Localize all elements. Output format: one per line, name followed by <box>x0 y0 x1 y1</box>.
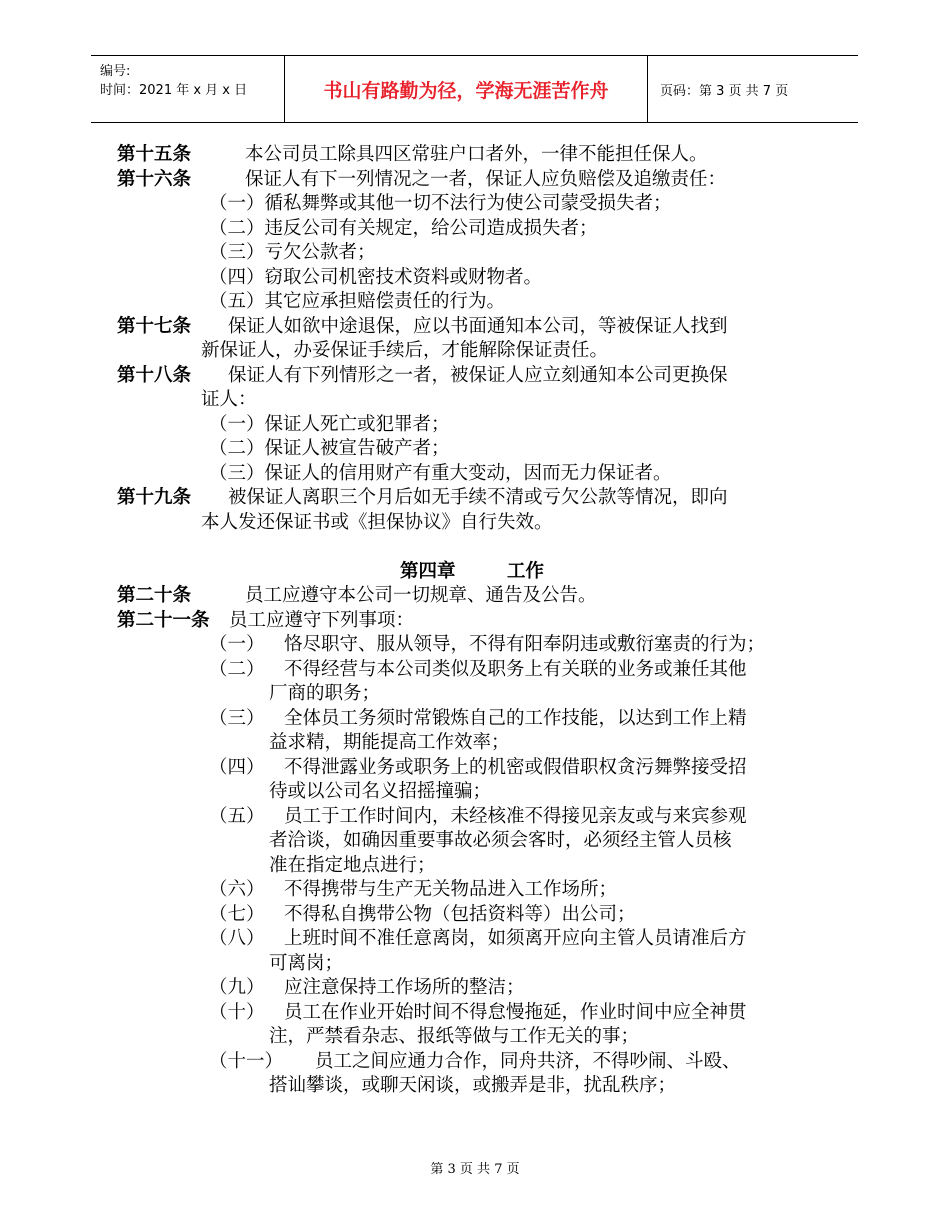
list-item-number: （十一） <box>209 1050 284 1072</box>
article-text: 保证人有下一列情况之一者，保证人应负赔偿及追缴责任： <box>245 168 727 190</box>
header-page-info: 页码：第 3 页 共 7 页 <box>660 83 789 99</box>
list-item-text: 可离岗； <box>269 952 344 974</box>
article-continuation: 本人发还保证书或《担保协议》自行失效。 <box>201 511 553 533</box>
list-item: （三）保证人的信用财产有重大变动，因而无力保证者。 <box>209 462 672 484</box>
article-label: 第二十一条 <box>117 609 210 631</box>
list-item <box>117 903 837 928</box>
list-item <box>117 1025 837 1050</box>
list-item-text: 准在指定地点进行； <box>269 854 436 876</box>
list-item <box>117 952 837 977</box>
list-item <box>117 731 837 756</box>
list-item <box>117 682 837 707</box>
article-21 <box>117 609 837 634</box>
list-item <box>117 878 837 903</box>
list-item <box>117 780 837 805</box>
document-body <box>117 143 837 1099</box>
list-item <box>117 633 837 658</box>
article-text: 员工应遵守本公司一切规章、通告及公告。 <box>245 585 597 606</box>
list-item-text: 不得携带与生产无关物品进入工作场所； <box>284 879 618 900</box>
article-label: 第十五条 <box>117 144 192 165</box>
list-item-number: （二） <box>209 658 265 680</box>
list-item-text: 不得经营与本公司类似及职务上有关联的业务或兼任其他 <box>284 658 747 680</box>
list-item-text: 注，严禁看杂志、报纸等做与工作无关的事； <box>269 1026 640 1047</box>
list-item: （五）其它应承担赔偿责任的行为。 <box>209 291 506 312</box>
article-19 <box>117 486 837 511</box>
list-item-number: （七） <box>209 903 265 925</box>
list-item-text: 待或以公司名义招摇撞骗； <box>269 781 492 802</box>
list-item <box>117 1001 837 1026</box>
list-item-text: 员工在作业开始时间不得怠慢拖延，作业时间中应全神贯 <box>284 1001 747 1023</box>
article-20 <box>117 584 837 609</box>
article-text: 保证人有下列情形之一者，被保证人应立刻通知本公司更换保 <box>228 364 728 386</box>
list-item <box>117 805 837 830</box>
list-item-text: 恪尽职守、服从领导，不得有阳奉阴违或敷衍塞责的行为； <box>284 634 766 655</box>
list-item-text: 全体员工务须时常锻炼自己的工作技能，以达到工作上精 <box>284 707 747 729</box>
list-item: （一）保证人死亡或犯罪者； <box>209 413 450 435</box>
list-item-text: 员工之间应通力合作，同舟共济，不得吵闹、斗殴、 <box>315 1050 741 1072</box>
list-item <box>117 976 837 1001</box>
page-header <box>91 55 858 123</box>
list-item <box>117 1050 837 1075</box>
list-item: （一）循私舞弊或其他一切不法行为使公司蒙受损失者； <box>209 193 672 214</box>
list-item-text: 不得泄露业务或职务上的机密或假借职权贪污舞弊接受招 <box>284 756 747 778</box>
list-item-number: （五） <box>209 805 265 827</box>
list-item-text: 不得私自携带公物（包括资料等）出公司； <box>284 903 636 925</box>
chapter-number: 第四章 <box>400 560 456 582</box>
chapter-heading <box>117 560 837 585</box>
header-motto: 书山有路勤为径，学海无涯苦作舟 <box>284 56 648 122</box>
list-item-text: 上班时间不准任意离岗，如须离开应向主管人员请准后方 <box>284 928 747 949</box>
list-item-text: 搭讪攀谈，或聊天闲谈，或搬弄是非，扰乱秩序； <box>269 1075 677 1096</box>
list-item <box>117 829 837 854</box>
article-21-items <box>117 633 837 1099</box>
list-item <box>117 658 837 683</box>
article-text: 保证人如欲中途退保，应以书面通知本公司，等被保证人找到 <box>228 315 728 337</box>
article-label: 第十六条 <box>117 168 192 190</box>
header-meta <box>91 56 284 122</box>
list-item-number: （六） <box>209 879 265 900</box>
article-label: 第二十条 <box>117 585 192 606</box>
list-item-number: （九） <box>209 977 265 998</box>
article-label: 第十七条 <box>117 315 192 337</box>
article-label: 第十八条 <box>117 364 192 386</box>
list-item-number: （四） <box>209 756 265 778</box>
list-item-number: （八） <box>209 928 265 949</box>
page-footer: 第 3 页 共 7 页 <box>430 1162 520 1177</box>
article-18 <box>117 364 837 389</box>
list-item-text: 员工于工作时间内，未经核准不得接见亲友或与来宾参观 <box>284 805 747 827</box>
list-item <box>117 707 837 732</box>
list-item-number: （三） <box>209 707 265 729</box>
list-item-text: 应注意保持工作场所的整洁； <box>284 977 525 998</box>
chapter-title: 工作 <box>507 560 545 582</box>
list-item-text: 益求精，期能提高工作效率； <box>269 732 510 753</box>
article-continuation: 新保证人，办妥保证手续后，才能解除保证责任。 <box>201 340 609 361</box>
article-16 <box>117 168 837 193</box>
list-item <box>117 854 837 879</box>
article-15 <box>117 143 837 168</box>
time-label: 时间：2021 年 x 月 x 日 <box>100 83 248 98</box>
list-item-number: （一） <box>209 634 265 655</box>
article-17 <box>117 315 837 340</box>
list-item: （三）亏欠公款者； <box>209 242 376 263</box>
list-item-text: 者洽谈，如确因重要事故必须会客时，必须经主管人员核 <box>269 830 732 851</box>
article-label: 第十九条 <box>117 487 192 508</box>
list-item-text: 厂商的职务； <box>269 683 381 704</box>
article-text: 员工应遵守下列事项： <box>229 609 415 631</box>
article-text: 被保证人离职三个月后如无手续不清或亏欠公款等情况，即向 <box>228 487 728 508</box>
list-item: （二）保证人被宣告破产者； <box>209 438 450 459</box>
list-item <box>117 756 837 781</box>
list-item-number: （十） <box>209 1001 265 1023</box>
article-text: 本公司员工除具四区常驻户口者外，一律不能担任保人。 <box>245 144 708 165</box>
number-label: 编号: <box>100 64 131 79</box>
list-item <box>117 1074 837 1099</box>
list-item: （二）违反公司有关规定，给公司造成损失者； <box>209 217 598 239</box>
article-continuation: 证人： <box>201 389 257 410</box>
list-item <box>117 927 837 952</box>
list-item: （四）窃取公司机密技术资料或财物者。 <box>209 266 543 288</box>
